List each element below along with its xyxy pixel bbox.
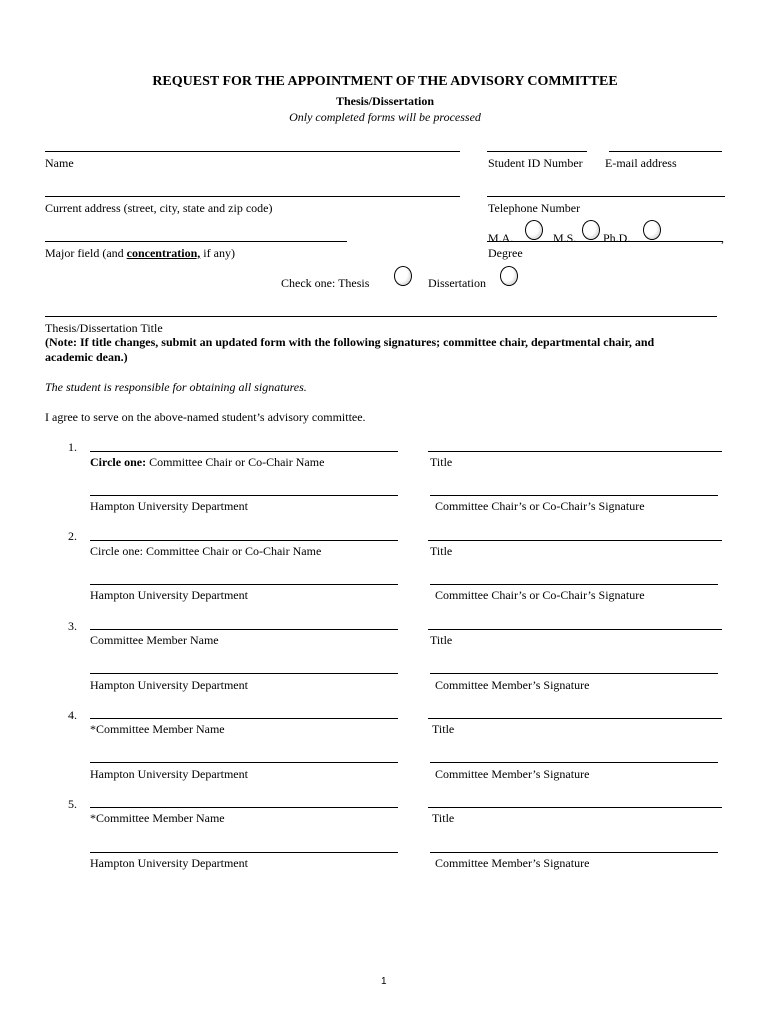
committee-5-title-field[interactable] (428, 807, 722, 808)
degree-ma-label: M.A. (488, 231, 514, 245)
check-one-label: Check one: Thesis (281, 276, 370, 290)
committee-5-signature-label: Committee Member’s Signature (435, 856, 590, 870)
committee-4-title-field[interactable] (428, 718, 722, 719)
committee-3-dept-label: Hampton University Department (90, 678, 248, 692)
committee-5-name-label: *Committee Member Name (90, 811, 225, 825)
committee-1-title-field[interactable] (428, 451, 722, 452)
committee-3-title-field[interactable] (428, 629, 722, 630)
committee-1-signature-field[interactable] (430, 495, 718, 496)
committee-5-name-field[interactable] (90, 807, 398, 808)
major-label (45, 246, 235, 261)
committee-5-title-label: Title (432, 811, 455, 825)
major-field[interactable] (45, 241, 347, 242)
form-title: REQUEST FOR THE APPOINTMENT OF THE ADVISORY COMMITTEE (152, 74, 618, 89)
committee-2-title-label: Title (430, 544, 453, 558)
thesis-title-label: Thesis/Dissertation Title (45, 321, 163, 335)
committee-1-dept-field[interactable] (90, 495, 398, 496)
degree-ma-radio[interactable] (525, 220, 543, 240)
telephone-field[interactable] (487, 196, 725, 197)
degree-label: Degree (488, 246, 523, 260)
title-note-line1: (Note: If title changes, submit an updated form with the following signatures; committee chair, departmental chair, and (45, 335, 655, 349)
thesis-title-field[interactable] (45, 316, 717, 317)
committee-2-signature-field[interactable] (430, 584, 718, 585)
telephone-label: Telephone Number (488, 201, 581, 215)
email-label: E-mail address (605, 156, 677, 170)
committee-1-signature-label: Committee Chair’s or Co-Chair’s Signature (435, 499, 645, 513)
committee-1-name-text: Committee Chair or Co-Chair Name (146, 455, 325, 469)
degree-phd-label: Ph.D. (603, 231, 631, 245)
form-subtitle: Thesis/Dissertation (335, 94, 434, 108)
page-number: 1 (381, 976, 387, 987)
committee-2-title-field[interactable] (428, 540, 722, 541)
committee-1-circle-one: Circle one: (90, 455, 147, 469)
committee-1-title-label: Title (430, 455, 453, 469)
committee-3-name-label: Committee Member Name (90, 633, 219, 647)
committee-1-name-label (90, 455, 324, 470)
committee-3-title-label: Title (430, 633, 453, 647)
name-field[interactable] (45, 151, 460, 152)
committee-4-dept-field[interactable] (90, 762, 398, 763)
responsibility-note: The student is responsible for obtaining all signatures. (45, 380, 307, 394)
committee-3-signature-field[interactable] (430, 673, 718, 674)
degree-ms-label: M.S. (553, 231, 577, 245)
committee-3-signature-label: Committee Member’s Signature (435, 678, 590, 692)
name-label: Name (45, 156, 74, 170)
committee-5-dept-label: Hampton University Department (90, 856, 248, 870)
committee-2-name-label: Circle one: Committee Chair or Co-Chair Name (90, 544, 322, 558)
committee-4-title-label: Title (432, 722, 455, 736)
committee-4-name-label: *Committee Member Name (90, 722, 225, 736)
committee-4-signature-field[interactable] (430, 762, 718, 763)
committee-4-number: 4. (68, 708, 77, 722)
committee-1-number: 1. (68, 440, 77, 454)
thesis-radio[interactable] (394, 266, 412, 286)
degree-comma: , (721, 231, 724, 245)
form-note: Only completed forms will be processed (289, 110, 481, 124)
committee-5-signature-field[interactable] (430, 852, 718, 853)
degree-phd-radio[interactable] (643, 220, 661, 240)
committee-2-name-field[interactable] (90, 540, 398, 541)
email-field[interactable] (609, 151, 722, 152)
committee-2-signature-label: Committee Chair’s or Co-Chair’s Signature (435, 588, 645, 602)
title-note-line2: academic dean.) (45, 350, 128, 364)
major-label-bold: concentration, (126, 246, 201, 260)
student-id-field[interactable] (487, 151, 587, 152)
agreement-text: I agree to serve on the above-named student’s advisory committee. (45, 410, 366, 424)
committee-2-dept-field[interactable] (90, 584, 398, 585)
committee-2-dept-label: Hampton University Department (90, 588, 248, 602)
major-label-prefix: Major field (and (45, 246, 127, 260)
dissertation-radio[interactable] (500, 266, 518, 286)
address-field[interactable] (45, 196, 460, 197)
address-label: Current address (street, city, state and zip code) (45, 201, 273, 215)
committee-5-dept-field[interactable] (90, 852, 398, 853)
committee-1-name-field[interactable] (90, 451, 398, 452)
committee-4-name-field[interactable] (90, 718, 398, 719)
dissertation-label: Dissertation (428, 276, 486, 290)
committee-5-number: 5. (68, 797, 77, 811)
committee-4-signature-label: Committee Member’s Signature (435, 767, 590, 781)
degree-ms-radio[interactable] (582, 220, 600, 240)
committee-4-dept-label: Hampton University Department (90, 767, 248, 781)
committee-3-number: 3. (68, 619, 77, 633)
student-id-label: Student ID Number (488, 156, 583, 170)
committee-2-number: 2. (68, 529, 77, 543)
committee-1-dept-label: Hampton University Department (90, 499, 248, 513)
major-label-suffix: if any) (200, 246, 235, 260)
committee-3-dept-field[interactable] (90, 673, 398, 674)
committee-3-name-field[interactable] (90, 629, 398, 630)
